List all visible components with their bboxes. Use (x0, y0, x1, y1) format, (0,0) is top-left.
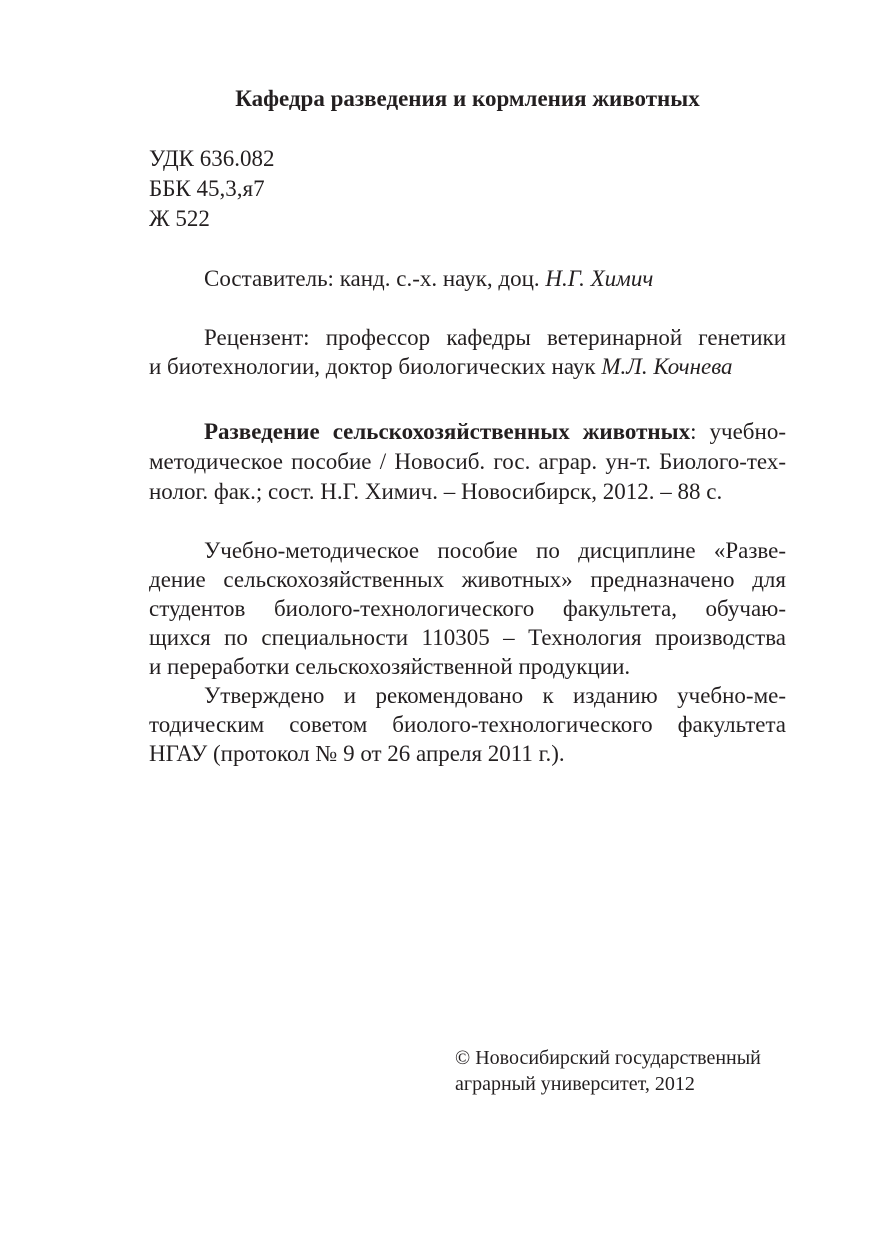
bibliographic-line-3: нолог. фак.; сост. Н.Г. Химич. – Новосибирск, 2012. – 88 с. (149, 479, 723, 504)
copyright-line-1: © Новосибирский государственный (455, 1047, 761, 1069)
bibliographic-line-1 (204, 417, 786, 446)
annotation-line-3: студентов биолого-технологического факультета, обучаю- (149, 596, 786, 621)
book-title: Разведение сельскохозяйственных животных (204, 419, 691, 444)
compiler-label: Составитель: канд. с.-х. наук, доц. (204, 266, 546, 291)
annotation-line-5: и переработки сельскохозяйственной продукции. (149, 654, 631, 679)
reviewer-line-2 (149, 352, 733, 381)
annotation-line-2: дение сельскохозяйственных животных» предназначено для (149, 567, 786, 592)
bibliographic-line-2: методическое пособие / Новосиб. гос. аграр. ун-т. Биолого-тех- (149, 449, 786, 474)
compiler-name: Н.Г. Химич (545, 266, 654, 291)
copyright-line-2: аграрный университет, 2012 (455, 1073, 695, 1095)
reviewer-name: М.Л. Кочнева (601, 354, 733, 379)
department-heading: Кафедра разведения и кормления животных (235, 86, 700, 111)
udk-code: УДК 636.082 (149, 146, 275, 171)
approval-line-3: НГАУ (протокол № 9 от 26 апреля 2011 г.). (149, 741, 565, 766)
annotation-line-4: щихся по специальности 110305 – Технология производства (149, 625, 786, 650)
bbk-code: ББК 45,3,я7 (149, 176, 265, 201)
reviewer-affiliation: и биотехнологии, доктор биологических наук (149, 354, 602, 379)
reviewer-line-1: Рецензент: профессор кафедры ветеринарной генетики (204, 325, 786, 350)
approval-line-1: Утверждено и рекомендовано к изданию учебно-ме- (204, 683, 786, 708)
annotation-line-1: Учебно-методическое пособие по дисциплине «Разве- (204, 538, 786, 563)
compiler-line (204, 264, 653, 293)
author-mark: Ж 522 (149, 206, 210, 231)
approval-line-2: тодическим советом биолого-технологического факультета (149, 712, 786, 737)
book-type: : учебно- (690, 419, 786, 444)
